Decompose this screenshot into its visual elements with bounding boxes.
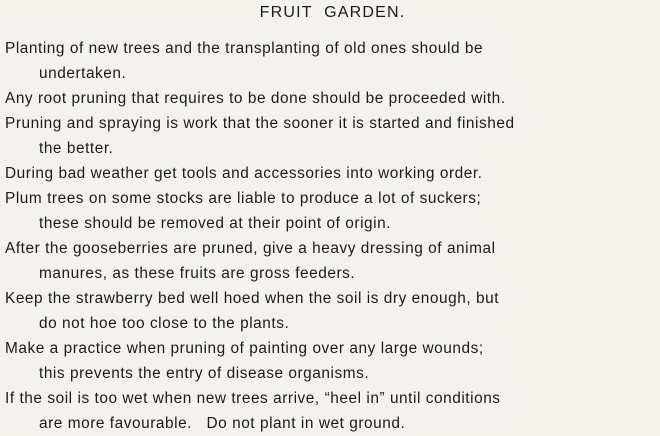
paragraph-3 bbox=[5, 111, 657, 161]
paragraph-9 bbox=[5, 386, 657, 436]
paragraph-1 bbox=[5, 36, 657, 86]
paragraph-6-line-1: After the gooseberries are pruned, give a heavy dressing of animal bbox=[5, 240, 496, 257]
paragraph-5-line-1: Plum trees on some stocks are liable to produce a lot of suckers; bbox=[5, 190, 482, 207]
paragraph-7 bbox=[5, 286, 657, 336]
paragraph-6-line-2: manures, as these fruits are gross feeders. bbox=[39, 265, 356, 282]
paragraph-8-line-1: Make a practice when pruning of painting over any large wounds; bbox=[5, 340, 484, 357]
paragraph-5 bbox=[5, 186, 657, 236]
paragraph-5-line-2: these should be removed at their point of origin. bbox=[39, 215, 392, 232]
paragraph-1-line-1: Planting of new trees and the transplanting of old ones should be bbox=[5, 40, 484, 57]
paragraph-list bbox=[5, 36, 657, 436]
paragraph-9-line-1: If the soil is too wet when new trees arrive, “heel in” until conditions bbox=[5, 390, 501, 407]
paragraph-8-line-2: this prevents the entry of disease organisms. bbox=[39, 365, 370, 382]
paragraph-4-line-1: During bad weather get tools and accessories into working order. bbox=[5, 165, 483, 182]
paragraph-6 bbox=[5, 236, 657, 286]
section-title: FRUIT GARDEN. bbox=[259, 4, 406, 21]
paragraph-2-line-1: Any root pruning that requires to be done should be proceeded with. bbox=[5, 90, 506, 107]
paragraph-2 bbox=[5, 86, 657, 111]
paragraph-7-line-1: Keep the strawberry bed well hoed when the soil is dry enough, but bbox=[5, 290, 500, 307]
paragraph-7-line-2: do not hoe too close to the plants. bbox=[39, 315, 290, 332]
paragraph-4 bbox=[5, 161, 657, 186]
paragraph-3-line-1: Pruning and spraying is work that the sooner it is started and finished bbox=[5, 115, 515, 132]
paragraph-3-line-2: the better. bbox=[39, 140, 114, 157]
paragraph-1-line-2: undertaken. bbox=[39, 65, 127, 82]
paragraph-8 bbox=[5, 336, 657, 386]
paragraph-9-line-2: are more favourable. Do not plant in wet ground. bbox=[39, 415, 406, 432]
